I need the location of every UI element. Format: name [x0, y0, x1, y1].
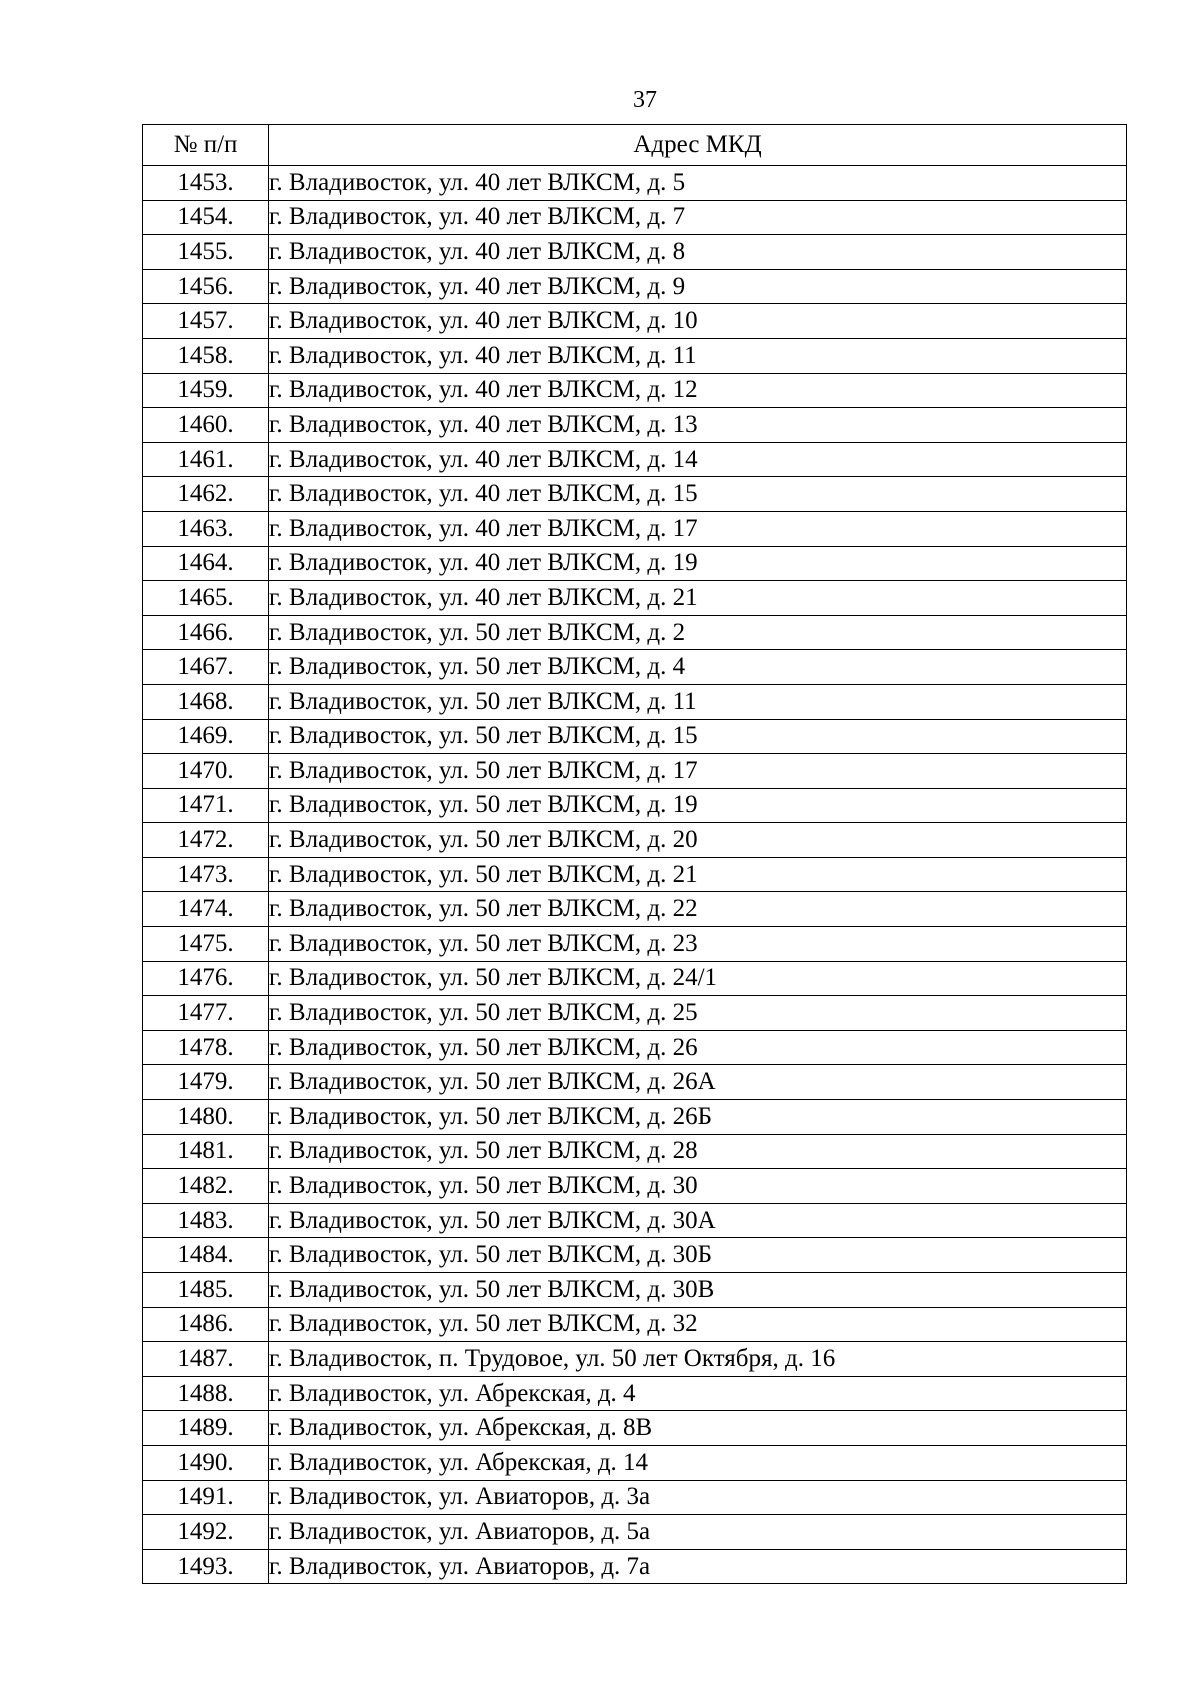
address-cell: г. Владивосток, ул. 50 лет ВЛКСМ, д. 30Б [269, 1238, 1127, 1273]
row-number-cell: 1480. [143, 1100, 269, 1135]
table-row [143, 477, 1127, 512]
table-row [143, 1065, 1127, 1100]
table-row [143, 269, 1127, 304]
row-number-cell: 1463. [143, 511, 269, 546]
address-cell: г. Владивосток, ул. 50 лет ВЛКСМ, д. 28 [269, 1134, 1127, 1169]
address-cell: г. Владивосток, ул. 50 лет ВЛКСМ, д. 11 [269, 684, 1127, 719]
address-cell: г. Владивосток, ул. 40 лет ВЛКСМ, д. 11 [269, 338, 1127, 373]
address-cell: г. Владивосток, ул. Абрекская, д. 4 [269, 1376, 1127, 1411]
row-number-cell: 1483. [143, 1203, 269, 1238]
table-row [143, 304, 1127, 339]
column-header-address: Адрес МКД [269, 125, 1127, 166]
row-number-cell: 1455. [143, 235, 269, 270]
row-number-cell: 1454. [143, 200, 269, 235]
address-cell: г. Владивосток, ул. 50 лет ВЛКСМ, д. 2 [269, 615, 1127, 650]
table-row [143, 1169, 1127, 1204]
row-number-cell: 1479. [143, 1065, 269, 1100]
row-number-cell: 1487. [143, 1342, 269, 1377]
address-cell: г. Владивосток, ул. 50 лет ВЛКСМ, д. 15 [269, 719, 1127, 754]
table-row [143, 200, 1127, 235]
address-cell: г. Владивосток, ул. Авиаторов, д. 3а [269, 1480, 1127, 1515]
row-number-cell: 1489. [143, 1411, 269, 1446]
address-cell: г. Владивосток, ул. 40 лет ВЛКСМ, д. 12 [269, 373, 1127, 408]
header-row [143, 125, 1127, 166]
address-cell: г. Владивосток, ул. 50 лет ВЛКСМ, д. 32 [269, 1307, 1127, 1342]
row-number-cell: 1465. [143, 581, 269, 616]
row-number-cell: 1470. [143, 754, 269, 789]
address-cell: г. Владивосток, ул. Абрекская, д. 14 [269, 1445, 1127, 1480]
table-row [143, 1445, 1127, 1480]
row-number-cell: 1482. [143, 1169, 269, 1204]
address-cell: г. Владивосток, ул. 40 лет ВЛКСМ, д. 7 [269, 200, 1127, 235]
table-row [143, 650, 1127, 685]
table-row [143, 788, 1127, 823]
address-cell: г. Владивосток, ул. 40 лет ВЛКСМ, д. 17 [269, 511, 1127, 546]
table-row [143, 1411, 1127, 1446]
row-number-cell: 1464. [143, 546, 269, 581]
row-number-cell: 1477. [143, 996, 269, 1031]
table-header [143, 125, 1127, 166]
address-cell: г. Владивосток, ул. 50 лет ВЛКСМ, д. 17 [269, 754, 1127, 789]
row-number-cell: 1475. [143, 927, 269, 962]
table-row [143, 408, 1127, 443]
address-cell: г. Владивосток, ул. 50 лет ВЛКСМ, д. 26Б [269, 1100, 1127, 1135]
table-row [143, 823, 1127, 858]
row-number-cell: 1488. [143, 1376, 269, 1411]
table-row [143, 1273, 1127, 1308]
row-number-cell: 1474. [143, 892, 269, 927]
table-row [143, 166, 1127, 201]
row-number-cell: 1457. [143, 304, 269, 339]
row-number-cell: 1493. [143, 1549, 269, 1584]
table-row [143, 1342, 1127, 1377]
address-cell: г. Владивосток, ул. 40 лет ВЛКСМ, д. 19 [269, 546, 1127, 581]
table-row [143, 684, 1127, 719]
row-number-cell: 1459. [143, 373, 269, 408]
row-number-cell: 1484. [143, 1238, 269, 1273]
row-number-cell: 1468. [143, 684, 269, 719]
table-row [143, 719, 1127, 754]
address-cell: г. Владивосток, ул. 40 лет ВЛКСМ, д. 9 [269, 269, 1127, 304]
address-cell: г. Владивосток, ул. 40 лет ВЛКСМ, д. 8 [269, 235, 1127, 270]
table-row [143, 546, 1127, 581]
address-table [142, 124, 1127, 1584]
table-row [143, 1100, 1127, 1135]
address-cell: г. Владивосток, ул. 50 лет ВЛКСМ, д. 30А [269, 1203, 1127, 1238]
row-number-cell: 1492. [143, 1515, 269, 1550]
address-cell: г. Владивосток, ул. 40 лет ВЛКСМ, д. 21 [269, 581, 1127, 616]
table-row [143, 1515, 1127, 1550]
address-cell: г. Владивосток, ул. 40 лет ВЛКСМ, д. 14 [269, 442, 1127, 477]
address-cell: г. Владивосток, ул. 40 лет ВЛКСМ, д. 13 [269, 408, 1127, 443]
row-number-cell: 1481. [143, 1134, 269, 1169]
table-body [143, 166, 1127, 1584]
table-row [143, 1030, 1127, 1065]
address-cell: г. Владивосток, ул. 40 лет ВЛКСМ, д. 5 [269, 166, 1127, 201]
address-cell: г. Владивосток, ул. 50 лет ВЛКСМ, д. 24/1 [269, 961, 1127, 996]
address-cell: г. Владивосток, ул. 50 лет ВЛКСМ, д. 30В [269, 1273, 1127, 1308]
row-number-cell: 1466. [143, 615, 269, 650]
row-number-cell: 1461. [143, 442, 269, 477]
row-number-cell: 1471. [143, 788, 269, 823]
table-row [143, 1549, 1127, 1584]
table-row [143, 1134, 1127, 1169]
row-number-cell: 1485. [143, 1273, 269, 1308]
address-cell: г. Владивосток, ул. 50 лет ВЛКСМ, д. 30 [269, 1169, 1127, 1204]
row-number-cell: 1462. [143, 477, 269, 512]
table-row [143, 442, 1127, 477]
table-row [143, 857, 1127, 892]
table-row [143, 961, 1127, 996]
address-cell: г. Владивосток, ул. 50 лет ВЛКСМ, д. 26 [269, 1030, 1127, 1065]
table-row [143, 373, 1127, 408]
column-header-number: № п/п [143, 125, 269, 166]
row-number-cell: 1490. [143, 1445, 269, 1480]
table-row [143, 754, 1127, 789]
table-row [143, 892, 1127, 927]
table-row [143, 1480, 1127, 1515]
address-cell: г. Владивосток, ул. 50 лет ВЛКСМ, д. 23 [269, 927, 1127, 962]
table-row [143, 1307, 1127, 1342]
row-number-cell: 1456. [143, 269, 269, 304]
row-number-cell: 1476. [143, 961, 269, 996]
row-number-cell: 1491. [143, 1480, 269, 1515]
table-row [143, 511, 1127, 546]
row-number-cell: 1473. [143, 857, 269, 892]
row-number-cell: 1453. [143, 166, 269, 201]
row-number-cell: 1472. [143, 823, 269, 858]
table-row [143, 235, 1127, 270]
row-number-cell: 1467. [143, 650, 269, 685]
address-cell: г. Владивосток, ул. Авиаторов, д. 5а [269, 1515, 1127, 1550]
address-cell: г. Владивосток, п. Трудовое, ул. 50 лет Октября, д. 16 [269, 1342, 1127, 1377]
row-number-cell: 1458. [143, 338, 269, 373]
table-row [143, 996, 1127, 1031]
row-number-cell: 1486. [143, 1307, 269, 1342]
address-cell: г. Владивосток, ул. 50 лет ВЛКСМ, д. 20 [269, 823, 1127, 858]
table-row [143, 1238, 1127, 1273]
table-row [143, 927, 1127, 962]
table-row [143, 338, 1127, 373]
table-row [143, 581, 1127, 616]
table-row [143, 1203, 1127, 1238]
table-row [143, 1376, 1127, 1411]
address-cell: г. Владивосток, ул. 50 лет ВЛКСМ, д. 26А [269, 1065, 1127, 1100]
address-cell: г. Владивосток, ул. 50 лет ВЛКСМ, д. 22 [269, 892, 1127, 927]
address-cell: г. Владивосток, ул. Абрекская, д. 8В [269, 1411, 1127, 1446]
row-number-cell: 1478. [143, 1030, 269, 1065]
address-cell: г. Владивосток, ул. 40 лет ВЛКСМ, д. 10 [269, 304, 1127, 339]
address-cell: г. Владивосток, ул. 40 лет ВЛКСМ, д. 15 [269, 477, 1127, 512]
address-cell: г. Владивосток, ул. 50 лет ВЛКСМ, д. 19 [269, 788, 1127, 823]
address-cell: г. Владивосток, ул. 50 лет ВЛКСМ, д. 25 [269, 996, 1127, 1031]
address-cell: г. Владивосток, ул. Авиаторов, д. 7а [269, 1549, 1127, 1584]
address-cell: г. Владивосток, ул. 50 лет ВЛКСМ, д. 21 [269, 857, 1127, 892]
address-cell: г. Владивосток, ул. 50 лет ВЛКСМ, д. 4 [269, 650, 1127, 685]
row-number-cell: 1469. [143, 719, 269, 754]
page-number: 37 [633, 87, 657, 113]
row-number-cell: 1460. [143, 408, 269, 443]
table-row [143, 615, 1127, 650]
